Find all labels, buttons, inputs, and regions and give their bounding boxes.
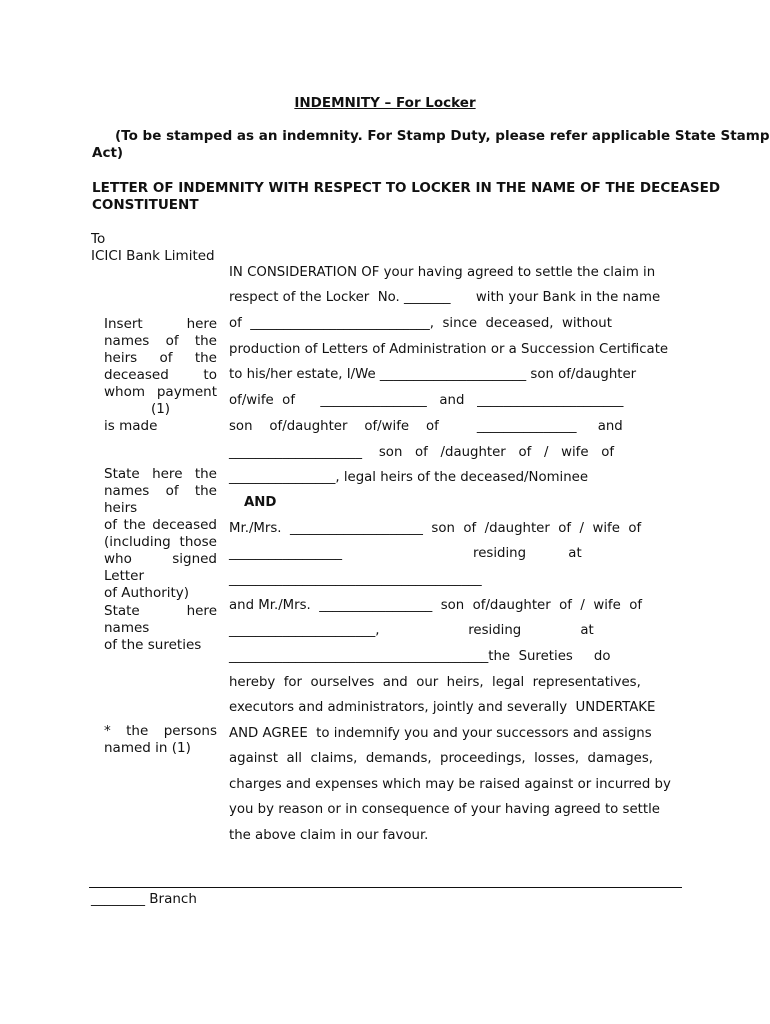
addressee-bank: ICICI Bank Limited: [91, 248, 215, 264]
body-line: the above claim in our favour.: [229, 828, 429, 843]
side-note-line: of the sureties: [104, 637, 202, 653]
body-line: Mr./Mrs. ____________________ son of /daughter of / wife of: [229, 521, 642, 536]
side-note-line: Insert here: [104, 316, 217, 332]
body-line: and Mr./Mrs. _________________ son of/daughter of / wife of: [229, 598, 643, 613]
body-line: respect of the Locker No. _______ with your Bank in the name: [229, 290, 661, 305]
heading-line-2: CONSTITUENT: [92, 197, 199, 213]
document-title: INDEMNITY – For Locker: [294, 95, 476, 111]
body-line: ____________________ son of /daughter of / wife of: [229, 445, 615, 460]
body-line: _______________________________________the Sureties do: [229, 649, 611, 664]
body-line: ______________________, residing at: [229, 623, 594, 638]
side-note-line: * the persons: [104, 723, 217, 739]
side-note-line: who signed Letter: [104, 551, 217, 584]
side-note-heirs: [104, 316, 217, 435]
side-note-line: State here the: [104, 466, 217, 482]
body-line: against all claims, demands, proceedings, losses, damages,: [229, 751, 654, 766]
side-note-line: State here names: [104, 603, 217, 636]
body-line: ________________, legal heirs of the deceased/Nominee: [229, 470, 589, 485]
and-label: AND: [244, 495, 277, 510]
body-line: _________________ residing at: [229, 546, 582, 561]
stamp-note-line-2: Act): [92, 145, 124, 161]
body-line: of ___________________________, since deceased, without: [229, 316, 612, 331]
side-note-line: (including those: [104, 534, 217, 550]
footer-divider: [89, 887, 682, 888]
heading-line-1: LETTER OF INDEMNITY WITH RESPECT TO LOCKER IN THE NAME OF THE DECEASED: [92, 180, 721, 196]
body-line: production of Letters of Administration or a Succession Certificate: [229, 342, 669, 357]
side-note-line: names of the: [104, 333, 217, 349]
side-note-line: (1): [150, 401, 171, 417]
body-line: hereby for ourselves and our heirs, legal representatives,: [229, 675, 641, 690]
body-line: to his/her estate, I/We ______________________ son of/daughter: [229, 367, 637, 382]
footer-branch: ________ Branch: [91, 891, 197, 907]
side-note-line: is made: [104, 418, 158, 434]
side-note-line: of the deceased: [104, 517, 217, 533]
side-note-line: whom payment: [104, 384, 217, 400]
body-line: of/wife of ________________ and ______________________: [229, 393, 624, 408]
side-note-line: heirs of the: [104, 350, 217, 366]
body-line: son of/daughter of/wife of _______________ and: [229, 419, 623, 434]
body-line: ______________________________________: [229, 572, 482, 587]
side-note-line: named in (1): [104, 740, 191, 756]
body-line: AND AGREE to indemnify you and your successors and assigns: [229, 726, 652, 741]
body-line: executors and administrators, jointly and severally UNDERTAKE: [229, 700, 656, 715]
body-line: IN CONSIDERATION OF your having agreed to settle the claim in: [229, 265, 656, 280]
side-note-state-heirs: [104, 466, 217, 602]
side-note-line: names of the heirs: [104, 483, 217, 516]
side-note-line: of Authority): [104, 585, 190, 601]
body-line: charges and expenses which may be raised against or incurred by: [229, 777, 671, 792]
stamp-note-line-1: (To be stamped as an indemnity. For Stamp Duty, please refer applicable State Stamp: [115, 128, 770, 144]
side-note-persons: [104, 723, 217, 757]
addressee-to: To: [91, 231, 106, 247]
body-line: you by reason or in consequence of your having agreed to settle: [229, 802, 660, 817]
side-note-sureties: [104, 603, 217, 654]
side-note-line: deceased to: [104, 367, 217, 383]
